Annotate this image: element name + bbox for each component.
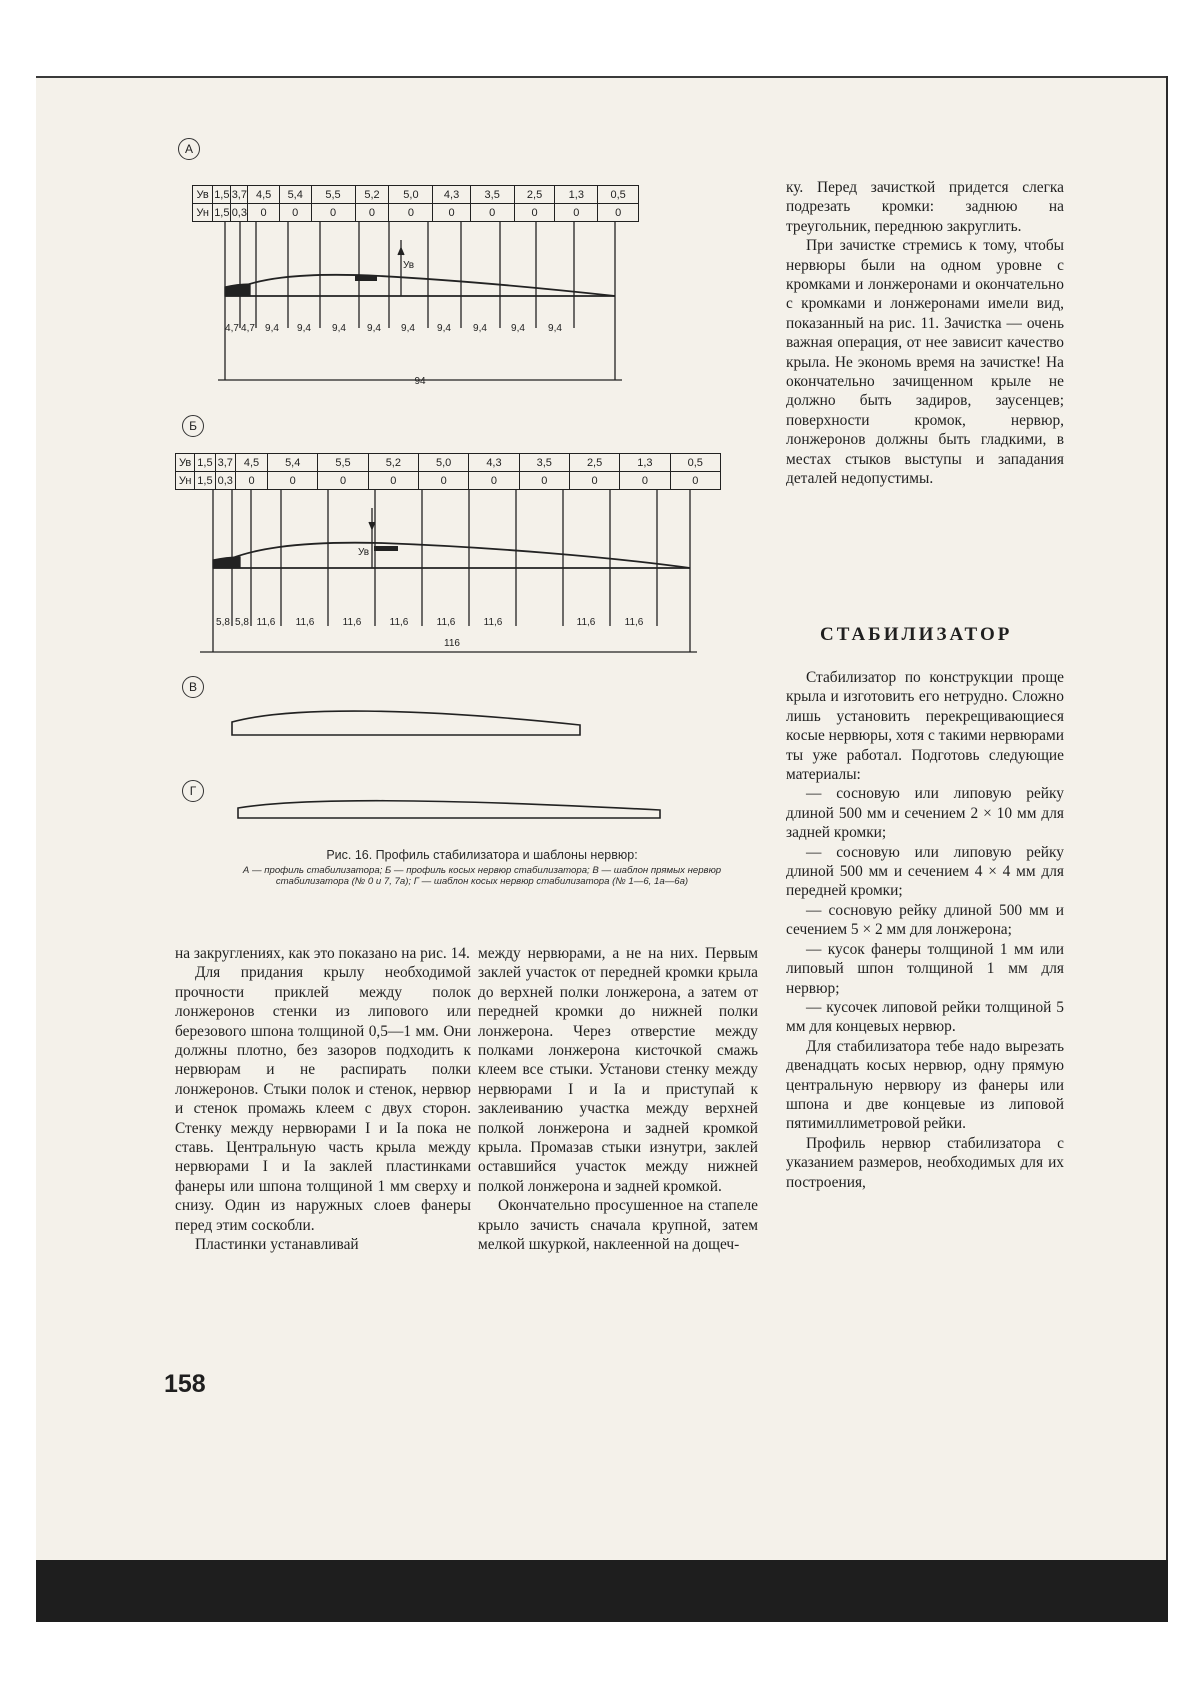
figure-label-v: В (182, 676, 204, 698)
profile-b-drawing (200, 490, 697, 652)
table-cell: 0 (569, 472, 619, 490)
table-cell: 5,2 (368, 454, 418, 472)
spacing-label: 11,6 (483, 617, 503, 628)
template-g-shape (238, 801, 660, 818)
list-item: — сосновую или липовую рейку длиной 500 мм и сечением 2 × 10 мм для задней кромки; (786, 785, 1064, 842)
section-heading: СТАБИЛИЗАТОР (820, 624, 1013, 645)
spacing-label: 5,8 (235, 617, 249, 628)
figure-caption (222, 848, 742, 887)
table-cell: 3,7 (231, 186, 248, 204)
caption-title: Рис. 16. Профиль стабилизатора и шаблоны нервюр: (326, 848, 638, 862)
table-cell: 0 (598, 204, 639, 222)
paragraph: ку. Перед зачисткой придется слегка подрезать кромки: заднюю на треугольник, переднюю закруглить. (786, 179, 1064, 235)
table-cell: 0,5 (670, 454, 720, 472)
table-cell: 1,5 (195, 454, 215, 472)
spacing-label: 11,6 (389, 617, 409, 628)
paragraph: Стабилизатор по конструкции проще крыла и изготовить его нетрудно. Сложно лишь установить перекрещивающиеся косые нервюры, хотя с такими нервюрами ты уже работал. Подготовь следующие материалы: (786, 669, 1064, 784)
spacing-label: 9,4 (265, 323, 279, 334)
profile-a-drawing (218, 221, 622, 387)
table-cell: 5,5 (311, 186, 355, 204)
spacing-label: 11,6 (295, 617, 315, 628)
table-cell: 3,7 (215, 454, 235, 472)
text-column-3-bottom (786, 668, 1064, 1192)
table-cell: 5,0 (419, 454, 469, 472)
table-cell: 0 (279, 204, 311, 222)
text-column-1 (175, 944, 471, 1255)
table-cell: 0 (670, 472, 720, 490)
table-cell: 4,5 (248, 186, 280, 204)
table-cell: 0 (368, 472, 418, 490)
spacing-label: 11,6 (624, 617, 644, 628)
table-cell: 5,0 (389, 186, 433, 204)
table-cell: 0 (419, 472, 469, 490)
total-length-label: 116 (444, 638, 460, 649)
paragraph: Пластинки устанавливай (195, 1236, 359, 1254)
table-cell: 0 (469, 472, 519, 490)
table-cell: 0 (470, 204, 514, 222)
total-length-label: 94 (414, 376, 426, 387)
table-cell: 0 (268, 472, 318, 490)
table-cell: 5,4 (279, 186, 311, 204)
spacing-label: 9,4 (548, 323, 562, 334)
table-cell: 3,5 (519, 454, 569, 472)
figure-label-b: Б (182, 415, 204, 437)
table-cell: Ув (193, 186, 213, 204)
table-cell: 0 (248, 204, 280, 222)
spacing-label: 5,8 (216, 617, 230, 628)
spacing-label: 11,6 (342, 617, 362, 628)
table-cell: 4,5 (235, 454, 267, 472)
table-cell: 0 (620, 472, 670, 490)
spacing-label: 9,4 (401, 323, 415, 334)
table-cell: 2,5 (514, 186, 555, 204)
table-cell: 1,5 (213, 186, 231, 204)
figure-label-a: А (178, 138, 200, 160)
table-cell: 0,3 (215, 472, 235, 490)
paragraph: Для придания крылу необходимой прочности приклей между полок лонжеронов стенки из липового или березового шпона толщиной 0,5—1 мм. Они должны плотно, без зазоров подходить к нервюрам и не распирать полки лонжеронов. Стыки полок и стенок, нервюр и стенок промажь клеем с двух сторон. Стенку между нервюрами I и Ia пока не ставь. Центральную часть крыла между нервюрами I и Ia заклей пластинками фанеры или шпона толщиной 1 мм сверху и снизу. Один из наружных слоев фанеры перед этим соскобли. (175, 964, 471, 1234)
spacing-label: 9,4 (297, 323, 311, 334)
table-cell: 0 (389, 204, 433, 222)
list-item: — сосновую или липовую рейку длиной 500 мм и сечением 4 × 4 мм для передней кромки; (786, 843, 1064, 900)
table-cell: 1,3 (620, 454, 670, 472)
table-cell: 3,5 (470, 186, 514, 204)
list-item: — кусок фанеры толщиной 1 мм или липовый шпон толщиной 1 мм для нервюр; (786, 940, 1064, 997)
table-cell: 0 (519, 472, 569, 490)
table-cell: 5,5 (318, 454, 368, 472)
spacing-label: 4,7 (241, 323, 255, 334)
paragraph: на закруглениях, как это показано на рис. 14. (175, 945, 470, 962)
table-cell: 0,3 (231, 204, 248, 222)
table-cell: 1,5 (195, 472, 215, 490)
table-cell: 0 (235, 472, 267, 490)
table-cell: 0 (318, 472, 368, 490)
spacing-label: 4,7 (225, 323, 239, 334)
table-cell: 0 (311, 204, 355, 222)
spacing-label: 9,4 (367, 323, 381, 334)
table-cell: Ун (193, 204, 213, 222)
paragraph: Окончательно просушенное на стапеле крыло зачисть сначала крупной, затем мелкой шкуркой, наклеенной на дощеч- (478, 1197, 758, 1254)
caption-text: А — профиль стабилизатора; Б — профиль косых нервюр стабилизатора; В — шаблон прямых нервюр стабилизатора (№ 0 и 7, 7а); Г — шаблон косых нервюр стабилизатора (№ 1—6, 1а—6а) (242, 865, 722, 887)
paragraph: Для стабилизатора тебе надо вырезать двенадцать косых нервюр, одну прямую центральную нервюру из фанеры или шпона и две концевые из липовой пятимиллиметровой рейки. (786, 1037, 1064, 1133)
table-cell: 5,2 (355, 186, 389, 204)
text-column-2 (478, 944, 758, 1255)
profile-a-yv-label: Ув (403, 260, 415, 271)
table-cell: 0 (355, 204, 389, 222)
list-item: — кусочек липовой рейки толщиной 5 мм для концевых нервюр. (786, 998, 1064, 1036)
table-cell: Ув (176, 454, 195, 472)
table-cell: 4,3 (433, 186, 470, 204)
template-v-shape (232, 711, 580, 735)
text-column-3-top (786, 178, 1064, 489)
profile-b-yv-label: Ув (358, 547, 370, 558)
spacing-label: 9,4 (511, 323, 525, 334)
table-cell: 0,5 (598, 186, 639, 204)
table-cell: Ун (176, 472, 195, 490)
spacing-label: 9,4 (437, 323, 451, 334)
table-cell: 5,4 (268, 454, 318, 472)
spacing-label: 11,6 (436, 617, 456, 628)
paragraph: между нервюрами, а не на них. Первым заклей участок от передней кромки крыла до верхней полки лонжерона, а затем от передней кромки до нижней полки лонжерона. Через отверстие между полками лонжерона кисточкой смажь клеем все стыки. Установи стенку между нервюрами I и Ia и приступай к заклеиванию участка между верхней полкой лонжерона и задней кромкой крыла. Промазав стыки изнутри, заклей оставшийся участок между нижней полкой лонжерона и задней кромкой. (478, 945, 758, 1195)
spacing-label: 9,4 (332, 323, 346, 334)
figure-label-g: Г (182, 780, 204, 802)
list-item: — сосновую рейку длиной 500 мм и сечением 5 × 2 мм для лонжерона; (786, 901, 1064, 939)
table-cell: 0 (555, 204, 598, 222)
spacing-label: 11,6 (576, 617, 596, 628)
table-cell: 0 (433, 204, 470, 222)
table-cell: 4,3 (469, 454, 519, 472)
page-number: 158 (164, 1370, 206, 1398)
table-cell: 1,3 (555, 186, 598, 204)
table-cell: 0 (514, 204, 555, 222)
table-cell: 1,5 (213, 204, 231, 222)
paragraph: Профиль нервюр стабилизатора с указанием размеров, необходимых для их построения, (786, 1134, 1064, 1191)
paragraph: При зачистке стремись к тому, чтобы нервюры были на одном уровне с кромками и лонжеронами и окончательно с кромками и лонжеронами имели вид, показанный на рис. 11. Зачистка — очень важная операция, от нее зависит качество крыла. Не экономь время на зачистке! На окончательно зачищенном крыле не должно быть задиров, заусенцев; поверхности кромок, нервюр, лонжеронов должны быть гладкими, в местах стыков выступы и западания деталей недопустимы. (786, 237, 1064, 488)
spacing-label: 11,6 (256, 617, 276, 628)
spacing-label: 9,4 (473, 323, 487, 334)
table-cell: 2,5 (569, 454, 619, 472)
